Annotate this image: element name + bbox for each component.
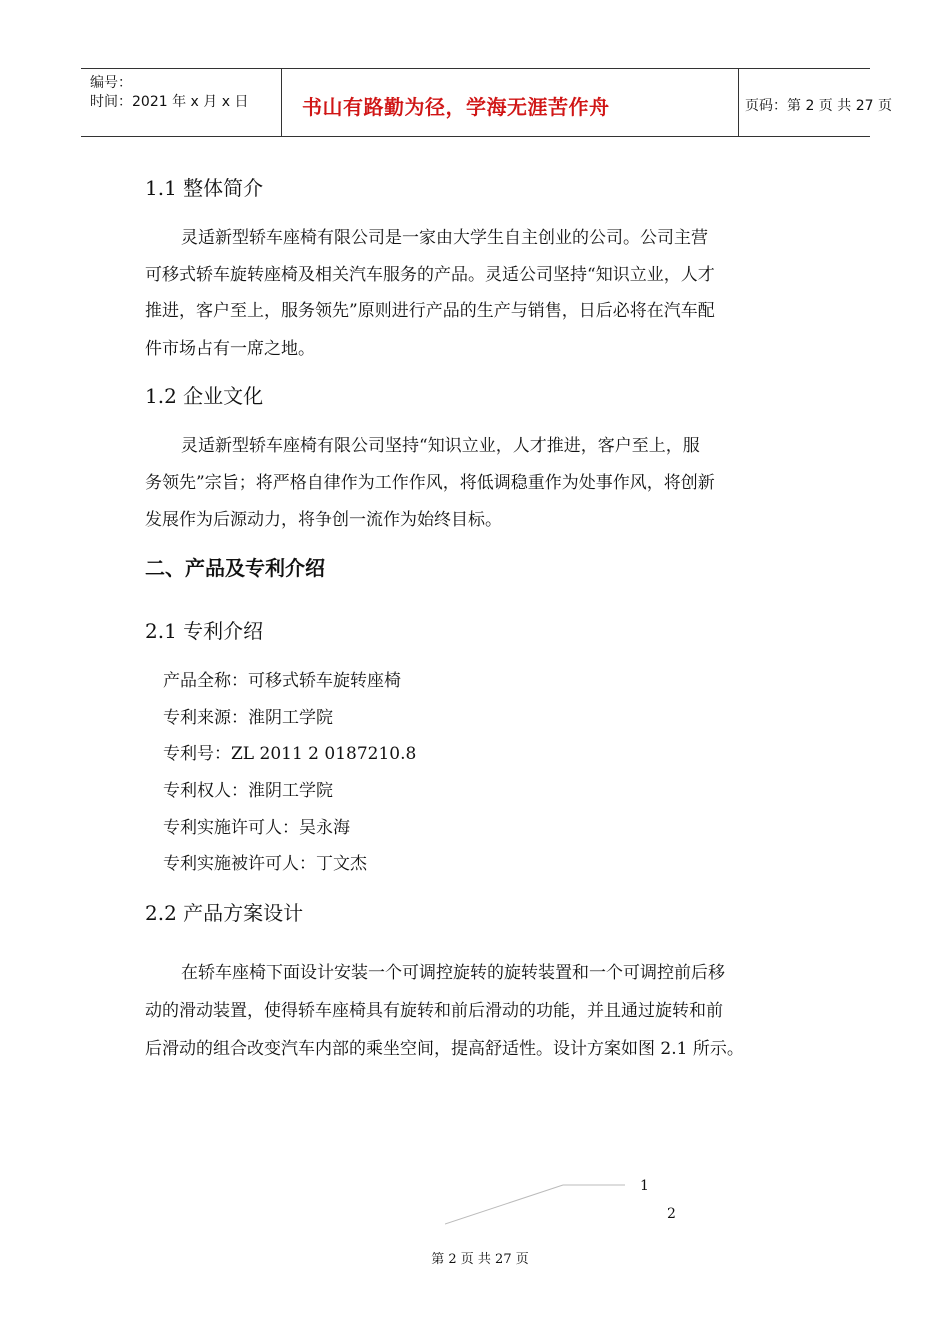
header-page-label: 页码：第 2 页 共 27 页 [745,98,892,114]
patent-info-item: 专利权人：淮阴工学院 [163,781,333,801]
paragraph-line: 推进，客户至上，服务领先”原则进行产品的生产与销售，日后必将在汽车配 [145,301,715,321]
patent-info-item: 专利实施被许可人：丁文杰 [163,854,367,874]
section-title-1-2: 1.2 企业文化 [145,384,264,408]
paragraph-line: 可移式轿车旋转座椅及相关汽车服务的产品。灵适公司坚持“知识立业，人才 [145,265,715,285]
patent-info-item: 专利实施许可人：吴永海 [163,818,350,838]
patent-info-item: 产品全称：可移式轿车旋转座椅 [163,671,401,691]
doc-time-label: 时间：2021 年 x 月 x 日 [90,94,249,110]
page-header [81,68,892,137]
footnote-number-1: 1 [640,1178,649,1194]
header-motto-cell [281,69,739,136]
paragraph-line: 动的滑动装置，使得轿车座椅具有旋转和前后滑动的功能，并且通过旋转和前 [145,1001,723,1021]
header-left-cell [81,69,281,136]
paragraph-line: 务领先”宗旨；将严格自律作为工作作风，将低调稳重作为处事作风，将创新 [145,473,715,493]
patent-info-item: 专利号：ZL 2011 2 0187210.8 [163,744,417,764]
paragraph-line: 灵适新型轿车座椅有限公司是一家由大学生自主创业的公司。公司主营 [181,228,708,248]
paragraph-line: 在轿车座椅下面设计安装一个可调控旋转的旋转装置和一个可调控前后移 [181,963,725,983]
chapter-title-2: 二、产品及专利介绍 [145,556,325,580]
paragraph-line: 发展作为后源动力，将争创一流作为始终目标。 [145,510,502,530]
header-motto: 书山有路勤为径，学海无涯苦作舟 [302,95,610,119]
section-title-2-1: 2.1 专利介绍 [145,619,264,643]
section-title-2-2: 2.2 产品方案设计 [145,901,304,925]
footnote-number-2: 2 [667,1206,676,1222]
paragraph-line: 后滑动的组合改变汽车内部的乘坐空间，提高舒适性。设计方案如图 2.1 所示。 [145,1039,744,1059]
footnote-connector-line [445,1180,635,1230]
paragraph-line: 件市场占有一席之地。 [145,339,315,359]
patent-info-item: 专利来源：淮阴工学院 [163,708,333,728]
doc-number-label: 编号： [90,75,132,91]
paragraph-line: 灵适新型轿车座椅有限公司坚持“知识立业，人才推进，客户至上，服 [181,436,700,456]
header-right-cell [737,69,892,136]
page-footer: 第 2 页 共 27 页 [431,1252,529,1267]
section-title-1-1: 1.1 整体简介 [145,176,264,200]
